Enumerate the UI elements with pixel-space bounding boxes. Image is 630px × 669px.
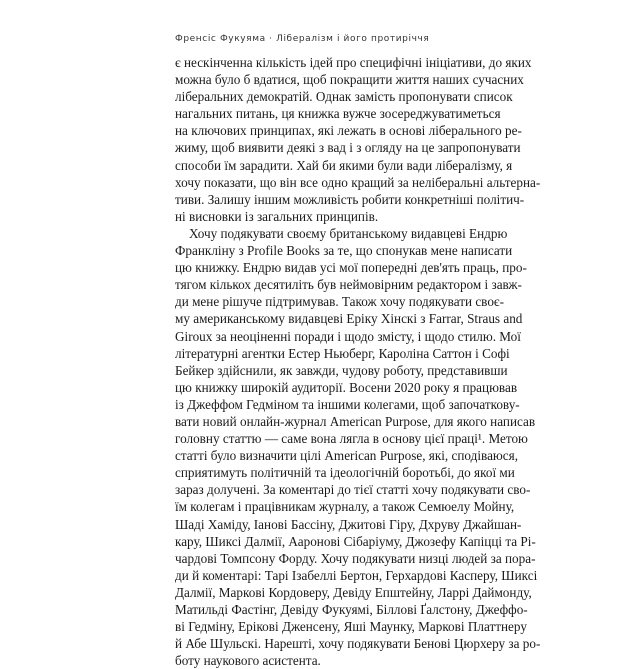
text-line: кару, Шиксі Далмії, Аароновi Сібаріуму, Джозефу Капіцці та Рі- (175, 533, 536, 549)
running-header: Френсіс Фукуяма · Лібералізм і його протиріччя (175, 34, 430, 44)
text-line: й Абе Шульскі. Нарешті, хочу подякувати Бенові Цюрхеру за ро- (175, 636, 541, 652)
text-line: боту наукового асистента. (175, 653, 321, 669)
text-line: жиму, щоб виявити деякі з вад і з огляду на це запропонувати (175, 140, 521, 156)
text-line: Бейкер здійснили, як завжди, чудову роботу, представивши (175, 362, 508, 378)
text-line: Матильді Фастінг, Девіду Фукуямі, Біллові Ґалстону, Джеффо- (175, 602, 528, 617)
text-line: на ключових принципах, які лежать в основі ліберального ре- (175, 123, 522, 139)
text-line: є нескінченна кількість ідей про специфічні ініціативи, до яких (175, 55, 532, 70)
text-line: ди мене рішуче підтримував. Також хочу подякувати своє- (175, 294, 504, 310)
text-line: ди й коментарі: Тарі Ізабеллі Бертон, Герхардові Касперу, Шиксі (175, 567, 538, 583)
text-line: статті було визначити цілі American Purpose, які, сподіваюся, (175, 448, 518, 464)
text-line: зараз долучені. За коментарі до тієї статті хочу подякувати сво- (175, 482, 531, 498)
text-line: му американському видавцеві Еріку Хінскі з Farrar, Straus and (175, 311, 523, 327)
text-line: Giroux за неоціненні поради і щодо змісту, і щодо стилю. Мої (175, 328, 521, 344)
text-line: літературні агентки Естер Ньюберг, Кароліна Саттон і Софі (175, 345, 510, 361)
text-line: хочу показати, що він все одно кращий за неліберальні альтерна- (175, 174, 541, 190)
body-text (175, 54, 541, 669)
text-line: способи їм зарадити. Хай би якими були вади лібералізму, я (175, 157, 513, 173)
text-line: із Джеффом Гедміном та іншими колегами, щоб започаткову- (175, 396, 520, 412)
text-line: їм колегам і працівникам журналу, а також Семюелу Мойну, (175, 499, 515, 515)
text-line: Франкліну з Profile Books за те, що спонукав мене написати (175, 243, 513, 259)
text-line: ні висновки із загальних принципів. (175, 208, 379, 224)
text-line: ліберальних демократій. Однак замість пропонувати список (175, 89, 513, 105)
paragraph-continuation (175, 54, 541, 225)
text-line: можна було б вдатися, щоб покращити життя наших сучасних (175, 72, 524, 88)
text-line: ві Гедміну, Ерікові Дженсену, Яші Маунку, Маркові Платтнеру (175, 619, 527, 635)
text-line: тягом кількох десятиліть був неймовірним редактором і завж- (175, 277, 522, 293)
text-line: Далмії, Маркові Кордоверу, Девіду Епштейну, Ларрі Даймонду, (175, 584, 532, 600)
text-line: тиви. Залишу іншим можливість робити конкретніші політич- (175, 191, 525, 207)
text-line: цю книжку. Ендрю видав усі мої попередні дев'ять праць, про- (175, 260, 527, 276)
text-line: вати новий онлайн-журнал American Purpose, для якого написав (175, 413, 536, 429)
text-line: нагальних питань, ця книжка вужче зосереджуватиметься (175, 106, 501, 122)
text-line: Шаді Хаміду, Іанові Бассіну, Джитові Гіру, Дхруву Джайшан- (175, 516, 522, 532)
text-line: головну статтю — саме вона лягла в основу цієї праці¹. Метою (175, 431, 528, 447)
text-line: сприятимуть політичній та ідеологічній боротьбі, до якої ми (175, 465, 515, 481)
text-line: Хочу подякувати своєму британському видавцеві Ендрю (189, 225, 508, 241)
paragraph-acknowledgements (175, 225, 541, 669)
text-line: цю книжку широкій аудиторії. Восени 2020 року я працював (175, 379, 518, 395)
text-line: чардові Томпсону Форду. Хочу подякувати низці людей за пора- (175, 550, 536, 566)
